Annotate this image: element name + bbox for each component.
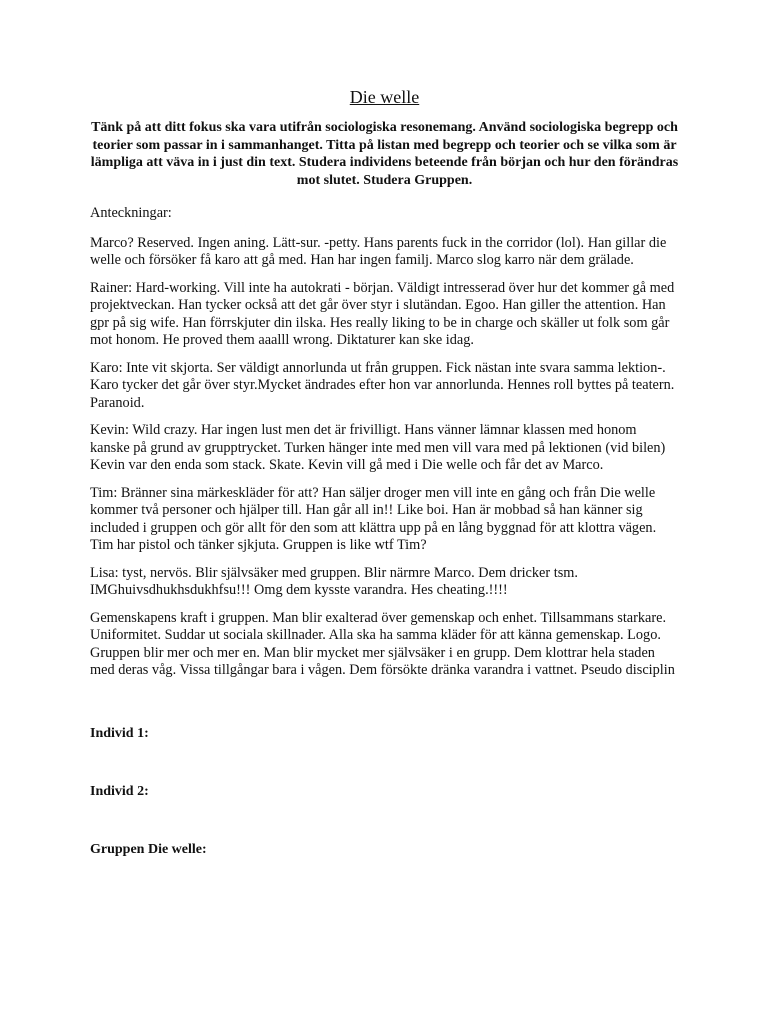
section-heading-individ-2: Individ 2:: [90, 783, 149, 799]
note-marco: Marco? Reserved. Ingen aning. Lätt-sur. -petty. Hans parents fuck in the corridor (lol). Han gillar die welle och försöker få karo att gå med. Han har ingen familj. Marco slog karro när dem grälade.: [90, 234, 667, 268]
note-kevin: Kevin: Wild crazy. Har ingen lust men det är frivilligt. Hans vänner lämnar klassen med honom kanske på grund av grupptrycket. Turken hänger inte med men vill vara med på lektionen (vid bilen) Kevin var den enda som stack. Skate. Kevin vill gå med i Die welle och får det av Marco.: [90, 422, 666, 473]
document-title: Die welle: [349, 87, 420, 107]
instructions-rest: . Använd sociologiska begrepp och teorier som passar in i sammanhanget. Titta på listan med begrepp och teorier och se vilka som är lämpliga att väva in i just din text. Studera individens beteende från början och hur den förändras mot slutet. Studera Gruppen.: [90, 120, 679, 188]
instructions-lead: Tänk på att ditt fokus ska vara utifrån sociologiska resonemang: [91, 120, 473, 135]
note-group: Gemenskapens kraft i gruppen. Man blir exalterad över gemenskap och enhet. Tillsammans starkare. Uniformitet. Suddar ut sociala skillnader. Alla ska ha samma kläder för att känna gemenskap. Logo. Gruppen blir mer och mer en. Man blir mycket mer självsäker i en grupp. Dem klottrar hela staden med deras våg. Vissa tillgångar bara i vågen. Dem försökte dränka varandra i vattnet. Pseudo disciplin: [90, 609, 675, 678]
note-lisa: Lisa: tyst, nervös. Blir självsäker med gruppen. Blir närmre Marco. Dem dricker tsm. IMGhuivsdhukhsdukhfsu!!! Omg dem kysste varandra. Hes cheating.!!!!: [90, 564, 578, 598]
note-rainer: Rainer: Hard-working. Vill inte ha autokrati - början. Väldigt intresserad över hur det kommer gå med projektveckan. Han tycker också att det går över styr i slutändan. Egoo. Han giller the attention. Han gpr på sig wife. Han förrskjuter din ilska. Hes really liking to be in charge och skäller ut folk som går mot honom. He proved them aaalll wrong. Diktaturer kan ske idag.: [90, 279, 675, 348]
note-karo: Karo: Inte vit skjorta. Ser väldigt annorlunda ut från gruppen. Fick nästan inte svara samma lektion-. Karo tycker det går över styr.Mycket ändrades efter hon var annorlunda. Hennes roll byttes på teatern. Paranoid.: [90, 359, 675, 411]
instructions-paragraph: [90, 119, 679, 189]
note-tim: Tim: Bränner sina märkeskläder för att? Han säljer droger men vill inte en gång och från Die welle kommer två personer och hjälper till. Han går all in!! Like boi. Han är mobbad så han känner sig included i gruppen och gör allt för den som att klättra upp på en lång byggnad för att klottra vägen. Tim har pistol och tänker sjkjuta. Gruppen is like wtf Tim?: [90, 484, 657, 553]
section-heading-individ-1: Individ 1:: [90, 725, 149, 741]
section-heading-gruppen: Gruppen Die welle:: [90, 841, 207, 857]
notes-label: Anteckningar:: [90, 205, 172, 221]
